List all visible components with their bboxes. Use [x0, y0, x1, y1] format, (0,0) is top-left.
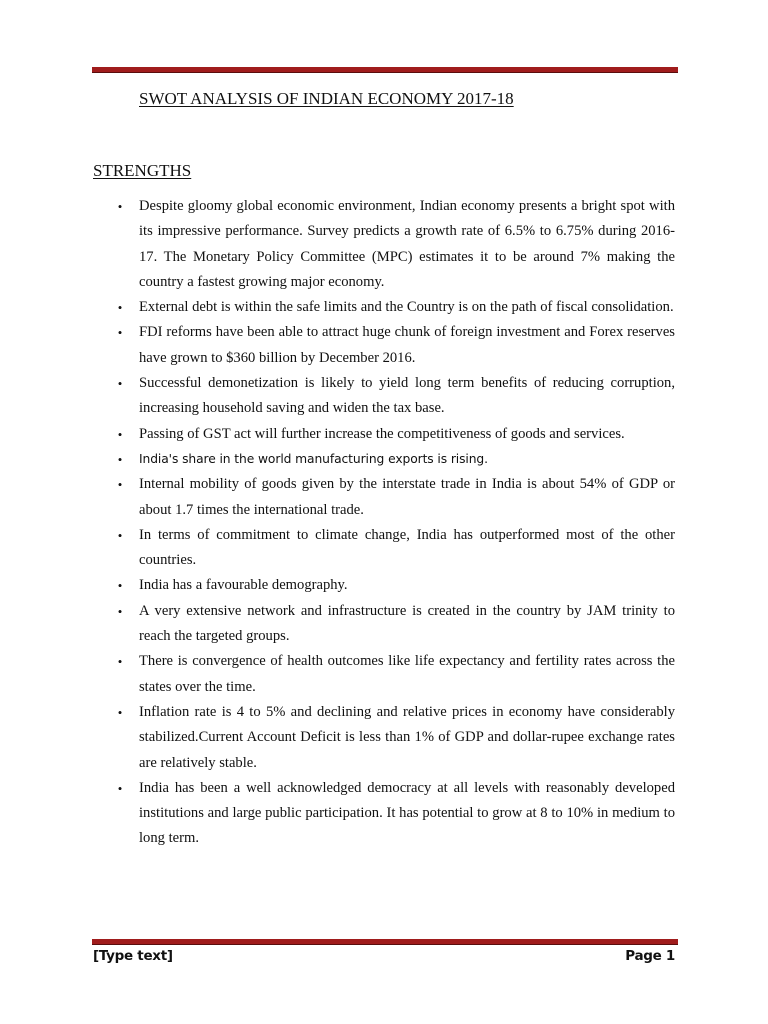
- list-item-text: Inflation rate is 4 to 5% and declining and relative prices in economy have considerably stabilized.Current Account Deficit is less than 1% of GDP and dollar-rupee exchange rates are relatively stable.: [139, 703, 675, 771]
- list-item: [114, 295, 675, 320]
- bullet-icon: •: [117, 527, 123, 543]
- list-item-text: Internal mobility of goods given by the interstate trade in India is about 54% of GDP or about 1.7 times the international trade.: [139, 476, 675, 518]
- list-item: [114, 320, 675, 371]
- bullet-icon: •: [117, 325, 123, 341]
- bullet-icon: •: [117, 199, 123, 214]
- page-number: Page 1: [625, 948, 675, 964]
- list-item-text: FDI reforms have been able to attract huge chunk of foreign investment and Forex reserves have grown to $360 billion by December 2016.: [139, 324, 675, 366]
- list-item: [114, 649, 675, 700]
- list-item: [114, 194, 675, 295]
- section-heading-strengths: STRENGTHS: [93, 161, 192, 180]
- list-item: [114, 472, 675, 523]
- strengths-list: [114, 194, 675, 852]
- list-item-text: Despite gloomy global economic environment, Indian economy presents a bright spot with its impressive performance. Survey predicts a growth rate of 6.5% to 6.75% during 2016-17. The Monetary Policy Committee (MPC) estimates it to be around 7% making the country a fastest growing major economy.: [139, 198, 675, 290]
- header-rule: [92, 67, 678, 73]
- bullet-icon: •: [117, 780, 123, 796]
- list-item-text: A very extensive network and infrastructure is created in the country by JAM trinity to reach the targeted groups.: [139, 602, 675, 645]
- list-item-text: Successful demonetization is likely to yield long term benefits of reducing corruption, increasing household saving and widen the tax base.: [139, 375, 675, 417]
- list-item-text: India has a favourable demography.: [139, 577, 348, 594]
- bullet-icon: •: [117, 654, 123, 670]
- list-item: [114, 776, 675, 852]
- list-item-text: Passing of GST act will further increase the competitiveness of goods and services.: [139, 425, 625, 442]
- list-item: [114, 599, 675, 650]
- footer-rule: [92, 939, 678, 945]
- bullet-icon: •: [117, 578, 123, 594]
- list-item-text: There is convergence of health outcomes like life expectancy and fertility rates across the states over the time.: [139, 653, 675, 695]
- bullet-icon: •: [117, 426, 123, 442]
- bullet-icon: •: [117, 300, 123, 316]
- bullet-icon: •: [117, 603, 123, 619]
- list-item: [114, 700, 675, 776]
- list-item-text: India has been a well acknowledged democracy at all levels with reasonably developed institutions and large public participation. It has potential to grow at 8 to 10% in medium to long term.: [139, 779, 675, 847]
- bullet-icon: •: [117, 451, 123, 467]
- bullet-icon: •: [117, 477, 123, 493]
- list-item: [114, 523, 675, 574]
- footer-placeholder-text: [Type text]: [93, 948, 173, 964]
- list-item: [114, 573, 675, 598]
- list-item-text: External debt is within the safe limits and the Country is on the path of fiscal consolidation.: [139, 299, 674, 316]
- list-item-text: In terms of commitment to climate change, India has outperformed most of the other countries.: [139, 526, 675, 569]
- list-item-text: India's share in the world manufacturing exports is rising.: [139, 451, 488, 466]
- document-title: SWOT ANALYSIS OF INDIAN ECONOMY 2017-18: [139, 89, 514, 108]
- bullet-icon: •: [117, 376, 123, 392]
- list-item: [114, 422, 675, 447]
- list-item: [114, 371, 675, 422]
- list-item: [114, 447, 675, 472]
- bullet-icon: •: [117, 704, 123, 720]
